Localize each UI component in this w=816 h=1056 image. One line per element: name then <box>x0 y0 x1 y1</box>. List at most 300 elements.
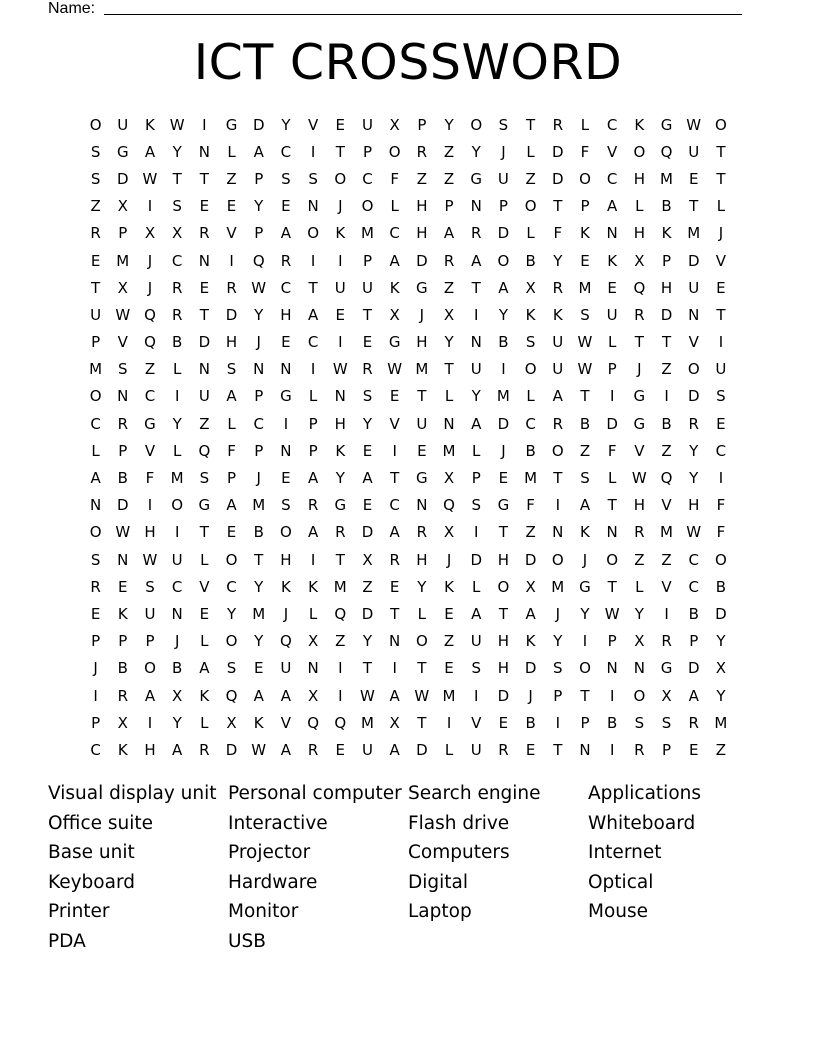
grid-letter: U <box>361 278 373 297</box>
grid-letter: Q <box>334 604 347 623</box>
word-list-item: Digital <box>408 871 468 893</box>
grid-letter: D <box>225 740 238 759</box>
grid-letter: W <box>414 686 430 705</box>
grid-letter: B <box>525 713 536 732</box>
grid-letter: E <box>335 115 346 134</box>
grid-row <box>82 111 735 138</box>
grid-letter: T <box>661 333 672 352</box>
grid-letter: R <box>416 142 428 161</box>
grid-letter: P <box>580 713 590 732</box>
grid-row <box>82 492 735 519</box>
grid-letter: M <box>551 577 565 596</box>
grid-letter: G <box>416 469 428 488</box>
grid-letter: E <box>688 169 699 188</box>
grid-row <box>82 138 735 165</box>
grid-letter: O <box>551 441 564 460</box>
grid-letter: L <box>580 115 590 134</box>
grid-letter: H <box>416 224 428 243</box>
grid-letter: Z <box>525 169 536 188</box>
grid-letter: J <box>147 251 153 270</box>
grid-letter: L <box>444 387 454 406</box>
grid-letter: Q <box>334 713 347 732</box>
grid-letter: C <box>362 169 373 188</box>
grid-letter: H <box>660 278 673 297</box>
grid-letter: C <box>171 251 183 270</box>
grid-letter: D <box>660 305 673 324</box>
grid-letter: A <box>389 523 400 542</box>
grid-letter: P <box>689 632 699 651</box>
grid-letter: E <box>226 197 237 216</box>
grid-letter: I <box>392 441 397 460</box>
grid-letter: E <box>281 333 291 352</box>
grid-letter: N <box>579 740 591 759</box>
grid-letter: S <box>145 577 155 596</box>
grid-letter: D <box>687 659 700 678</box>
grid-letter: A <box>307 469 319 488</box>
page-title: ICT CROSSWORD <box>193 34 623 91</box>
grid-letter: R <box>661 632 672 651</box>
grid-letter: B <box>498 333 509 352</box>
grid-letter: U <box>688 278 700 297</box>
grid-letter: T <box>335 142 345 161</box>
grid-letter: S <box>90 550 101 569</box>
grid-letter: O <box>470 115 483 134</box>
grid-letter: M <box>333 577 347 596</box>
grid-letter: W <box>577 360 593 379</box>
grid-letter: I <box>147 496 153 515</box>
name-label: Name: <box>48 0 96 17</box>
grid-letter: R <box>634 523 645 542</box>
word-list-item: Keyboard <box>48 871 135 893</box>
grid-letter: A <box>471 251 482 270</box>
grid-letter: R <box>226 278 237 297</box>
grid-letter: S <box>226 659 237 678</box>
grid-letter: E <box>716 278 726 297</box>
grid-letter: G <box>660 659 673 678</box>
grid-letter: R <box>171 305 183 324</box>
grid-letter: W <box>604 604 620 623</box>
grid-letter: T <box>335 550 345 569</box>
grid-letter: C <box>253 414 264 433</box>
grid-letter: K <box>335 224 346 243</box>
grid-letter: N <box>606 659 618 678</box>
grid-letter: U <box>470 360 482 379</box>
grid-letter: G <box>497 496 510 515</box>
grid-letter: L <box>91 441 100 460</box>
grid-letter: L <box>200 713 209 732</box>
grid-letter: H <box>416 333 428 352</box>
grid-letter: X <box>117 713 128 732</box>
grid-letter: C <box>144 387 156 406</box>
word-list-item: Visual display unit <box>48 783 217 804</box>
grid-letter: N <box>416 496 428 515</box>
grid-letter: B <box>117 659 128 678</box>
word-list-item: Optical <box>588 871 654 893</box>
grid-letter: W <box>577 333 593 352</box>
grid-letter: Y <box>471 142 481 161</box>
grid-letter: G <box>280 387 292 406</box>
grid-letter: R <box>634 740 645 759</box>
grid-letter: Z <box>362 577 373 596</box>
grid-letter: Y <box>254 632 264 651</box>
grid-letter: S <box>716 387 726 406</box>
grid-letter: L <box>472 441 481 460</box>
grid-letter: K <box>661 224 672 243</box>
grid-letter: H <box>416 550 428 569</box>
grid-letter: I <box>93 686 98 705</box>
grid-letter: E <box>335 740 346 759</box>
grid-letter: R <box>117 686 128 705</box>
grid-letter: J <box>93 659 98 678</box>
grid-letter: T <box>580 686 590 705</box>
grid-letter: P <box>607 632 617 651</box>
grid-letter: L <box>308 387 318 406</box>
grid-letter: G <box>198 496 211 515</box>
grid-letter: Z <box>634 550 645 569</box>
grid-letter: Q <box>660 142 673 161</box>
grid-letter: Z <box>661 550 672 569</box>
grid-letter: D <box>361 523 374 542</box>
grid-letter: U <box>361 115 373 134</box>
grid-letter: U <box>688 142 700 161</box>
grid-row <box>82 329 735 356</box>
grid-letter: Q <box>307 713 319 732</box>
grid-letter: A <box>90 469 101 488</box>
grid-letter: Z <box>715 740 727 759</box>
grid-letter: C <box>389 224 400 243</box>
grid-letter: D <box>552 169 564 188</box>
grid-letter: F <box>716 523 726 542</box>
grid-letter: A <box>498 278 509 297</box>
grid-letter: A <box>280 224 292 243</box>
grid-letter: X <box>117 197 128 216</box>
grid-letter: D <box>416 251 428 270</box>
grid-letter: E <box>199 278 210 297</box>
grid-letter: Y <box>444 333 454 352</box>
grid-letter: Y <box>281 115 291 134</box>
grid-letter: W <box>686 115 702 134</box>
grid-letter: I <box>609 387 615 406</box>
grid-letter: A <box>579 496 591 515</box>
grid-letter: R <box>171 278 183 297</box>
grid-letter: P <box>145 632 155 651</box>
grid-letter: N <box>334 387 346 406</box>
grid-letter: T <box>390 469 400 488</box>
grid-letter: O <box>225 550 238 569</box>
grid-letter: G <box>633 387 646 406</box>
grid-letter: L <box>417 604 427 623</box>
grid-letter: D <box>497 224 510 243</box>
grid-letter: L <box>607 469 617 488</box>
grid-letter: U <box>552 360 564 379</box>
grid-letter: I <box>147 197 153 216</box>
grid-letter: W <box>686 523 702 542</box>
grid-letter: T <box>91 278 101 297</box>
grid-letter: E <box>281 469 291 488</box>
grid-letter: J <box>419 305 425 324</box>
grid-letter: M <box>170 469 184 488</box>
grid-letter: J <box>501 441 506 460</box>
grid-row <box>82 410 735 437</box>
grid-letter: X <box>362 550 373 569</box>
grid-row <box>82 546 735 573</box>
grid-letter: O <box>89 387 102 406</box>
grid-letter: Q <box>443 496 455 515</box>
grid-letter: P <box>91 632 101 651</box>
grid-letter: I <box>474 305 479 324</box>
grid-letter: P <box>362 142 372 161</box>
grid-letter: C <box>688 550 699 569</box>
grid-letter: T <box>444 360 454 379</box>
word-list-item: Personal computer <box>228 783 402 804</box>
grid-letter: R <box>443 251 455 270</box>
grid-letter: L <box>635 577 644 596</box>
grid-letter: T <box>607 577 617 596</box>
grid-letter: O <box>497 251 510 270</box>
grid-letter: H <box>497 632 510 651</box>
grid-letter: N <box>89 496 102 515</box>
grid-letter: O <box>89 115 102 134</box>
grid-letter: J <box>147 278 153 297</box>
grid-letter: T <box>526 115 536 134</box>
grid-letter: E <box>199 197 210 216</box>
grid-letter: X <box>307 632 319 651</box>
grid-letter: H <box>334 414 346 433</box>
grid-letter: B <box>607 713 618 732</box>
grid-letter: S <box>308 169 318 188</box>
grid-letter: E <box>335 305 346 324</box>
word-list-item: Flash drive <box>408 812 510 834</box>
grid-letter: B <box>661 414 672 433</box>
grid-letter: B <box>579 414 591 433</box>
word-list <box>48 779 768 957</box>
grid-letter: G <box>144 414 156 433</box>
grid-letter: A <box>307 305 319 324</box>
grid-letter: F <box>526 496 535 515</box>
grid-letter: Z <box>443 169 455 188</box>
grid-letter: U <box>470 740 482 759</box>
grid-letter: F <box>390 169 399 188</box>
grid-letter: E <box>199 604 210 623</box>
grid-letter: N <box>307 197 319 216</box>
grid-letter: J <box>555 604 560 623</box>
grid-letter: N <box>198 142 210 161</box>
grid-letter: C <box>715 441 727 460</box>
grid-letter: I <box>664 387 669 406</box>
grid-letter: A <box>199 659 210 678</box>
grid-letter: H <box>280 550 292 569</box>
grid-letter: K <box>145 115 155 134</box>
grid-letter: B <box>117 469 128 488</box>
grid-letter: E <box>226 523 237 542</box>
word-list-item: USB <box>228 930 266 952</box>
grid-row <box>82 600 735 627</box>
grid-letter: L <box>390 197 399 216</box>
grid-letter: R <box>307 496 319 515</box>
grid-letter: A <box>253 142 264 161</box>
grid-letter: A <box>607 197 618 216</box>
grid-letter: I <box>609 740 615 759</box>
grid-letter: Y <box>580 604 590 623</box>
grid-letter: Z <box>226 169 237 188</box>
grid-letter: Y <box>444 115 454 134</box>
grid-letter: A <box>307 523 319 542</box>
grid-letter: Y <box>254 577 264 596</box>
word-list-item: Mouse <box>588 901 649 923</box>
grid-row <box>82 274 735 301</box>
grid-letter: Y <box>254 197 264 216</box>
grid-row <box>82 682 735 709</box>
grid-letter: J <box>174 632 180 651</box>
grid-letter: S <box>498 115 509 134</box>
grid-letter: Q <box>633 278 646 297</box>
grid-letter: R <box>199 224 210 243</box>
grid-letter: I <box>338 659 343 678</box>
grid-letter: A <box>144 142 156 161</box>
grid-letter: Y <box>689 441 699 460</box>
grid-letter: S <box>172 197 182 216</box>
grid-letter: I <box>609 686 615 705</box>
grid-letter: P <box>254 441 264 460</box>
grid-letter: T <box>254 550 264 569</box>
grid-letter: O <box>524 197 537 216</box>
grid-letter: V <box>688 333 699 352</box>
grid-letter: A <box>280 740 292 759</box>
grid-letter: U <box>171 550 183 569</box>
grid-letter: A <box>389 686 400 705</box>
grid-letter: L <box>227 414 236 433</box>
grid-letter: D <box>225 305 238 324</box>
grid-letter: P <box>553 686 563 705</box>
grid-letter: E <box>580 251 590 270</box>
grid-letter: M <box>442 441 456 460</box>
grid-letter: A <box>226 387 237 406</box>
grid-letter: C <box>90 740 101 759</box>
grid-letter: D <box>252 115 265 134</box>
grid-row <box>82 573 735 600</box>
grid-letter: R <box>416 523 428 542</box>
grid-row <box>82 383 735 410</box>
grid-letter: A <box>525 604 536 623</box>
grid-letter: J <box>718 224 724 243</box>
grid-letter: Q <box>144 305 156 324</box>
grid-letter: V <box>199 577 210 596</box>
grid-letter: J <box>446 550 452 569</box>
grid-letter: I <box>392 659 397 678</box>
grid-letter: Q <box>198 441 211 460</box>
grid-row <box>82 301 735 328</box>
grid-letter: V <box>280 713 292 732</box>
grid-letter: Z <box>443 142 455 161</box>
grid-letter: Z <box>144 360 156 379</box>
grid-letter: N <box>633 659 645 678</box>
grid-letter: U <box>552 333 564 352</box>
grid-letter: Y <box>553 251 563 270</box>
grid-letter: V <box>661 496 672 515</box>
grid-letter: T <box>362 659 373 678</box>
grid-letter: N <box>389 632 401 651</box>
grid-letter: U <box>361 740 373 759</box>
grid-letter: F <box>553 224 563 243</box>
grid-letter: S <box>553 659 563 678</box>
grid-letter: P <box>254 224 264 243</box>
grid-letter: X <box>443 469 455 488</box>
grid-letter: Z <box>443 632 455 651</box>
grid-letter: W <box>251 740 267 759</box>
grid-letter: L <box>227 142 236 161</box>
grid-letter: G <box>633 414 646 433</box>
grid-letter: S <box>362 387 373 406</box>
grid-row <box>82 655 735 682</box>
grid-letter: I <box>582 632 588 651</box>
grid-letter: W <box>142 169 158 188</box>
grid-letter: L <box>526 224 535 243</box>
grid-letter: X <box>443 523 455 542</box>
grid-letter: S <box>580 469 590 488</box>
grid-letter: C <box>280 142 292 161</box>
grid-letter: S <box>90 169 101 188</box>
name-field <box>48 0 742 18</box>
grid-letter: C <box>389 496 400 515</box>
grid-letter: C <box>226 577 237 596</box>
grid-letter: A <box>362 469 373 488</box>
grid-row <box>82 247 735 274</box>
grid-letter: V <box>607 142 618 161</box>
grid-letter: H <box>225 333 238 352</box>
grid-letter: D <box>416 740 428 759</box>
grid-letter: P <box>254 169 264 188</box>
grid-letter: T <box>471 278 481 297</box>
grid-letter: B <box>688 604 699 623</box>
grid-letter: R <box>280 251 292 270</box>
grid-letter: P <box>118 441 128 460</box>
grid-letter: H <box>633 169 645 188</box>
grid-letter: I <box>174 387 180 406</box>
grid-letter: V <box>471 713 482 732</box>
grid-letter: V <box>389 414 400 433</box>
grid-letter: N <box>606 523 618 542</box>
word-list-item: Office suite <box>48 812 154 834</box>
grid-letter: M <box>252 496 266 515</box>
grid-letter: C <box>525 414 536 433</box>
grid-letter: A <box>471 604 482 623</box>
grid-letter: K <box>253 713 264 732</box>
grid-letter: Y <box>362 414 373 433</box>
grid-letter: Y <box>172 142 182 161</box>
grid-letter: A <box>443 224 455 243</box>
word-list-item: Printer <box>48 901 110 923</box>
grid-letter: L <box>200 550 209 569</box>
grid-row <box>82 220 735 247</box>
grid-letter: Y <box>553 632 563 651</box>
grid-letter: R <box>335 523 346 542</box>
grid-letter: O <box>687 360 700 379</box>
grid-letter: I <box>310 360 316 379</box>
grid-letter: X <box>389 713 400 732</box>
grid-letter: Z <box>199 414 210 433</box>
grid-letter: A <box>389 740 400 759</box>
grid-letter: P <box>118 224 128 243</box>
grid-letter: N <box>552 523 564 542</box>
grid-letter: I <box>338 686 343 705</box>
grid-letter: R <box>307 740 319 759</box>
grid-letter: T <box>362 305 373 324</box>
grid-letter: Y <box>335 469 345 488</box>
grid-letter: E <box>362 441 373 460</box>
grid-letter: X <box>634 251 645 270</box>
grid-letter: M <box>442 686 456 705</box>
grid-letter: U <box>117 115 129 134</box>
